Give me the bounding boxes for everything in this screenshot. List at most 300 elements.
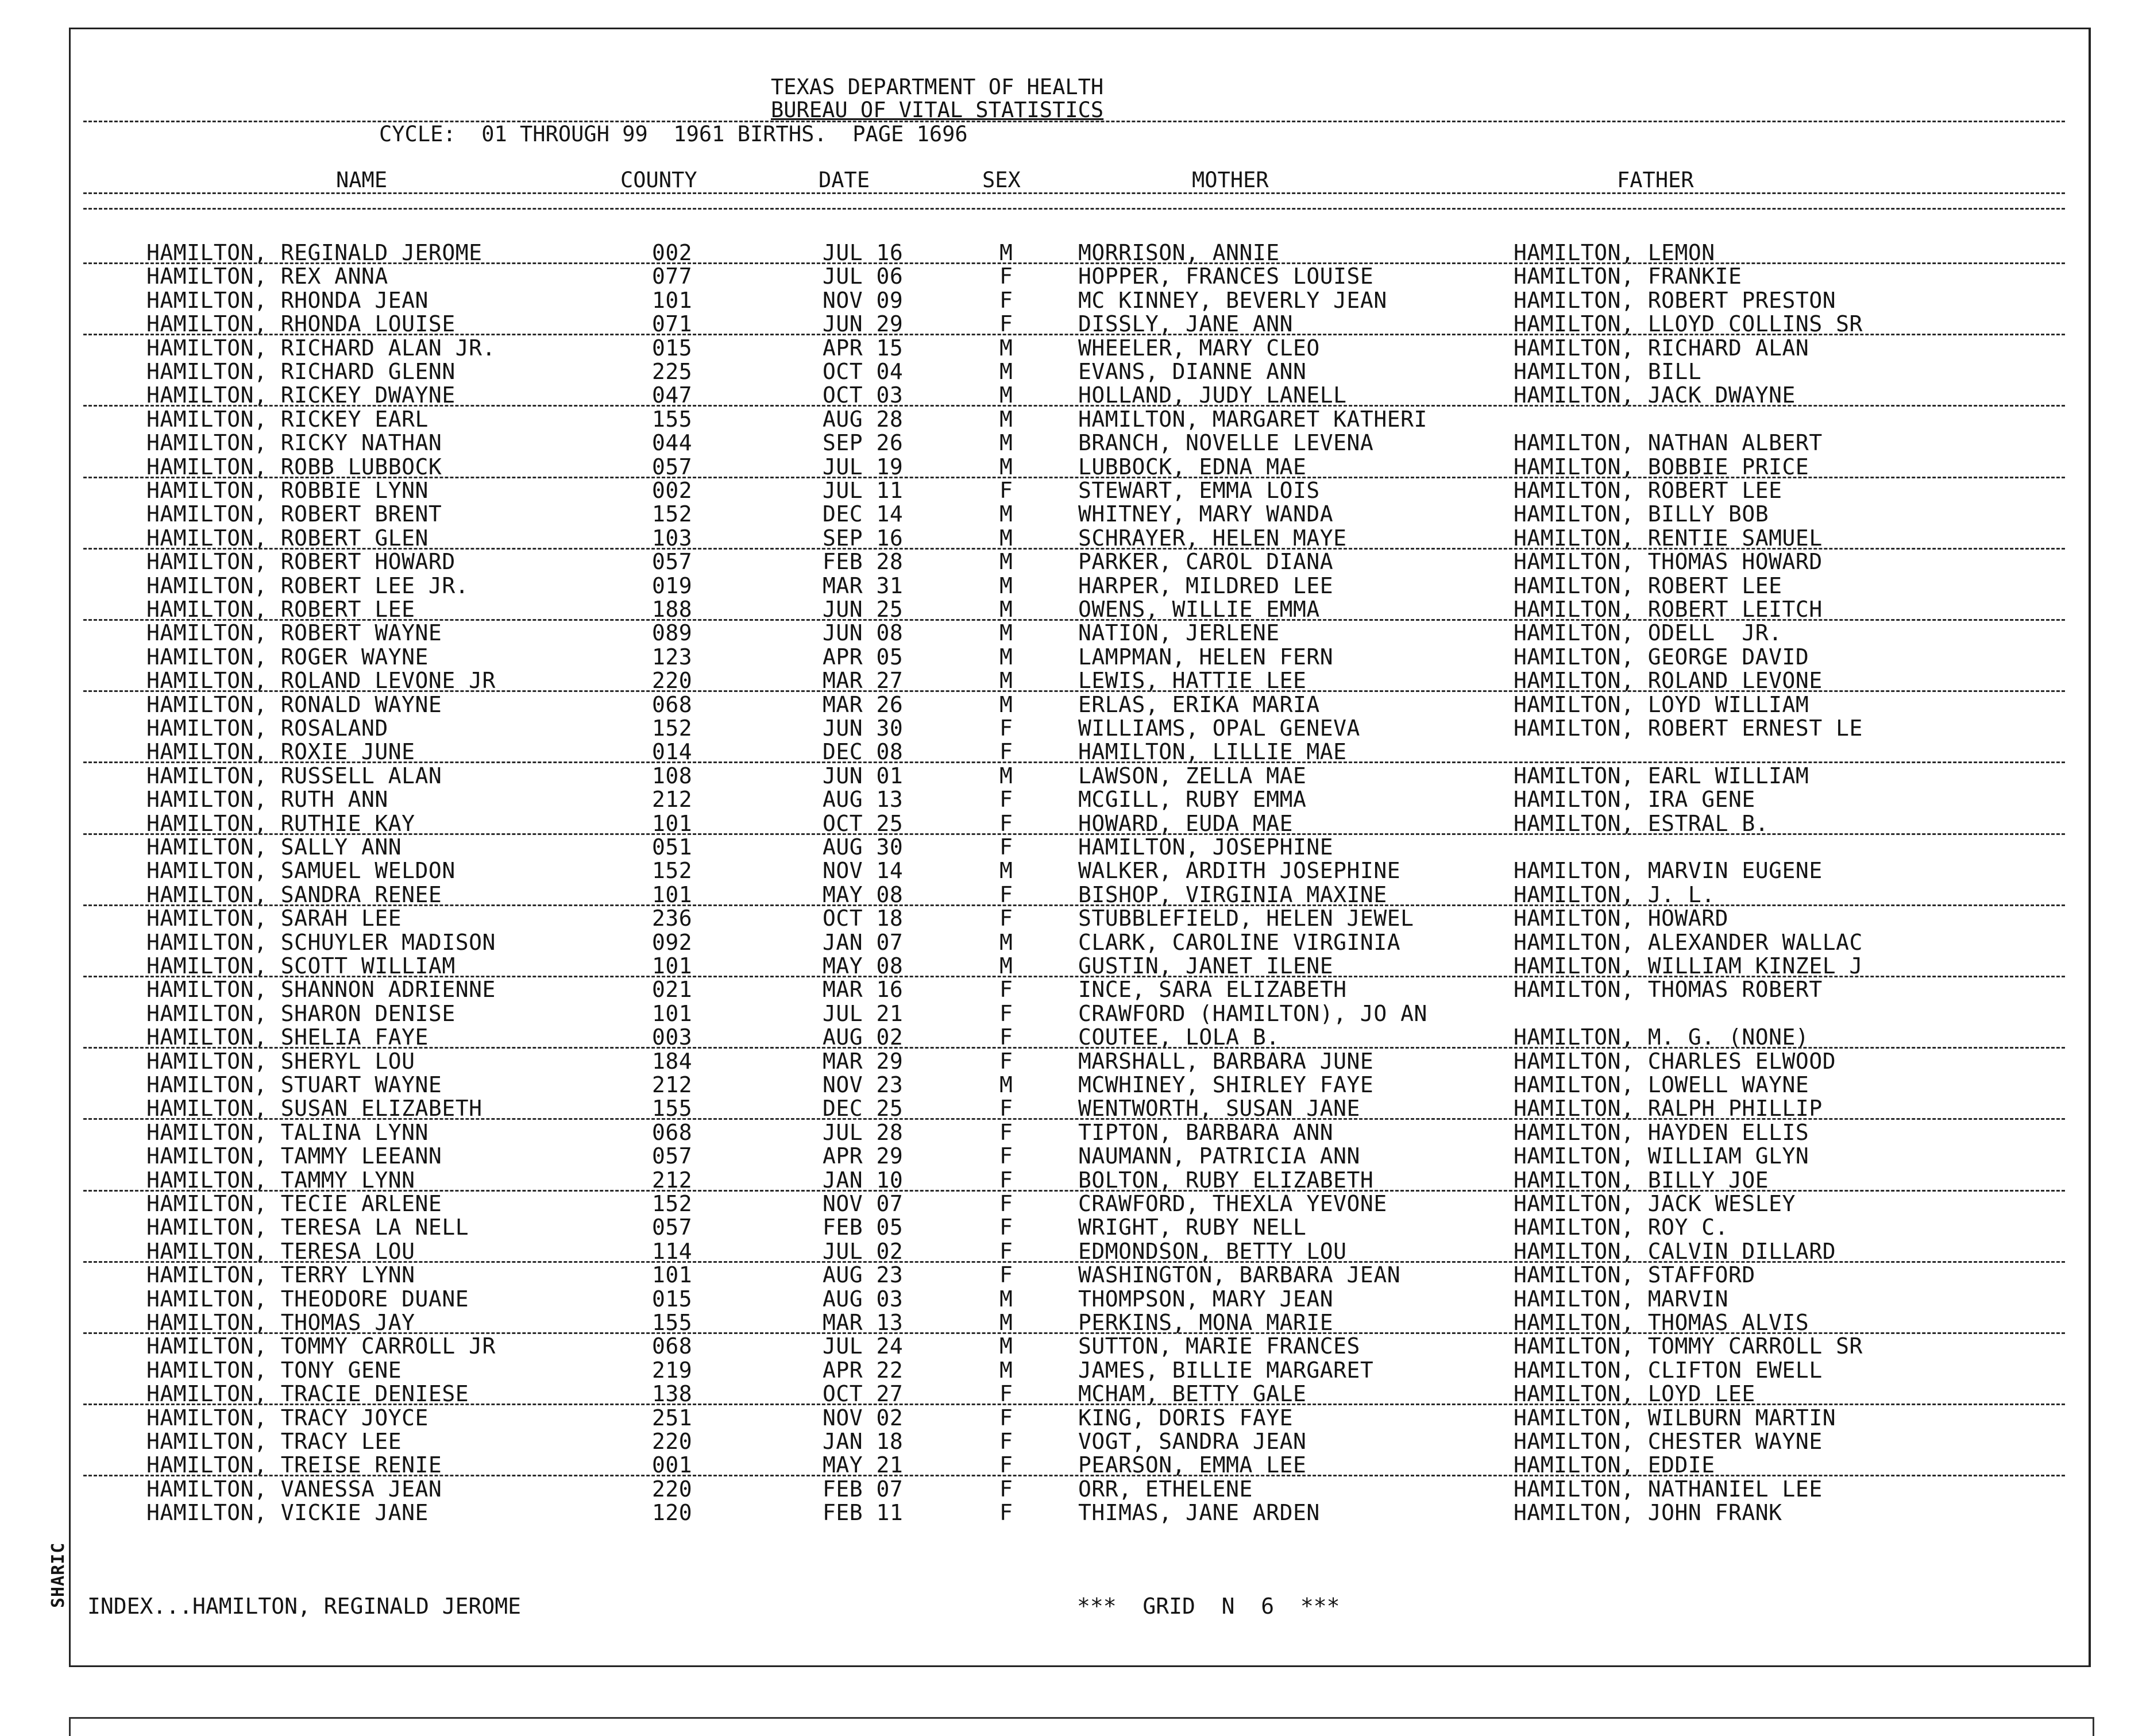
cell-county: 155 — [652, 406, 693, 432]
cell-name: HAMILTON, TRACY JOYCE — [146, 1405, 429, 1430]
cell-mother: HOWARD, EUDA MAE — [1078, 810, 1294, 836]
cell-date: MAR 26 — [823, 691, 904, 717]
table-row — [0, 527, 2010, 550]
cell-father: HAMILTON, WILLIAM GLYN — [1514, 1143, 1809, 1169]
cell-sex: F — [999, 264, 1013, 289]
cell-mother: SCHRAYER, HELEN MAYE — [1078, 525, 1347, 551]
cell-county: 101 — [652, 1000, 693, 1026]
cell-county: 071 — [652, 311, 693, 337]
cell-date: AUG 02 — [823, 1024, 904, 1050]
cell-county: 051 — [652, 834, 693, 860]
cell-sex: M — [999, 691, 1013, 717]
table-row — [0, 978, 2010, 1002]
table-row — [0, 1263, 2010, 1287]
cell-date: JUN 29 — [823, 311, 904, 337]
cell-mother: ERLAS, ERIKA MARIA — [1078, 691, 1320, 717]
cell-sex: F — [999, 311, 1013, 337]
cell-name: HAMILTON, ROBERT LEE JR. — [146, 573, 469, 598]
table-row — [0, 645, 2010, 669]
cell-name: HAMILTON, RONALD WAYNE — [146, 691, 442, 717]
cell-name: HAMILTON, SUSAN ELIZABETH — [146, 1096, 483, 1122]
cell-county: 101 — [652, 287, 693, 313]
cell-mother: HAMILTON, MARGARET KATHERI — [1078, 406, 1427, 432]
cell-county: 152 — [652, 501, 693, 527]
cell-mother: THIMAS, JANE ARDEN — [1078, 1500, 1320, 1526]
cell-date: MAY 08 — [823, 953, 904, 979]
cell-father: HAMILTON, ROBERT LEE — [1514, 573, 1782, 598]
cell-date: MAR 16 — [823, 977, 904, 1003]
cell-sex: M — [999, 668, 1013, 694]
table-row — [0, 455, 2010, 479]
cell-father: HAMILTON, ROLAND LEVONE — [1514, 668, 1823, 694]
cell-sex: F — [999, 1500, 1013, 1526]
cell-name: HAMILTON, TECIE ARLENE — [146, 1191, 442, 1216]
cell-father: HAMILTON, FRANKIE — [1514, 264, 1742, 289]
cell-sex: F — [999, 1262, 1013, 1288]
cell-county: 101 — [652, 810, 693, 836]
cell-father: HAMILTON, BILL — [1514, 359, 1702, 384]
table-row — [0, 1335, 2010, 1358]
cell-sex: F — [999, 1000, 1013, 1026]
cell-mother: PARKER, CAROL DIANA — [1078, 549, 1334, 575]
cell-sex: F — [999, 1119, 1013, 1145]
column-header-mother: MOTHER — [1192, 168, 1269, 192]
cell-mother: MARSHALL, BARBARA JUNE — [1078, 1048, 1374, 1074]
table-row — [0, 337, 2010, 360]
cell-name: HAMILTON, VANESSA JEAN — [146, 1476, 442, 1502]
cell-mother: CLARK, CAROLINE VIRGINIA — [1078, 929, 1401, 955]
table-top-divider — [83, 208, 2065, 210]
cell-sex: M — [999, 929, 1013, 955]
cell-mother: HAMILTON, JOSEPHINE — [1078, 834, 1334, 860]
table-row — [0, 883, 2010, 907]
cell-father: HAMILTON, LOYD WILLIAM — [1514, 691, 1809, 717]
cell-father: HAMILTON, NATHANIEL LEE — [1514, 1476, 1823, 1502]
cell-county: 108 — [652, 763, 693, 788]
table-row — [0, 360, 2010, 384]
table-row — [0, 1192, 2010, 1216]
department-title: TEXAS DEPARTMENT OF HEALTH — [771, 75, 1104, 99]
table-row — [0, 669, 2010, 693]
cell-father: HAMILTON, BOBBIE PRICE — [1514, 454, 1809, 480]
cell-father: HAMILTON, THOMAS ALVIS — [1514, 1310, 1809, 1335]
cell-mother: MCWHINEY, SHIRLEY FAYE — [1078, 1072, 1374, 1097]
cell-date: JUN 08 — [823, 620, 904, 646]
cell-name: HAMILTON, THOMAS JAY — [146, 1310, 415, 1335]
table-row — [0, 1073, 2010, 1097]
table-row — [0, 1382, 2010, 1406]
cell-sex: M — [999, 597, 1013, 622]
cell-date: JUL 21 — [823, 1000, 904, 1026]
table-row — [0, 1026, 2010, 1049]
cell-mother: CRAWFORD (HAMILTON), JO AN — [1078, 1000, 1427, 1026]
cell-date: MAR 29 — [823, 1048, 904, 1074]
cell-name: HAMILTON, SARAH LEE — [146, 906, 402, 931]
cell-mother: SUTTON, MARIE FRANCES — [1078, 1333, 1360, 1359]
table-row — [0, 954, 2010, 978]
cell-name: HAMILTON, TRACY LEE — [146, 1429, 402, 1454]
cell-county: 068 — [652, 691, 693, 717]
cell-father: HAMILTON, ALEXANDER WALLAC — [1514, 929, 1863, 955]
cell-sex: F — [999, 787, 1013, 813]
cell-father: HAMILTON, EARL WILLIAM — [1514, 763, 1809, 788]
cell-mother: STUBBLEFIELD, HELEN JEWEL — [1078, 906, 1414, 931]
cell-date: MAR 31 — [823, 573, 904, 598]
cell-sex: F — [999, 1452, 1013, 1478]
cell-name: HAMILTON, SHANNON ADRIENNE — [146, 977, 496, 1003]
table-row — [0, 931, 2010, 954]
cell-county: 152 — [652, 858, 693, 884]
cell-father: HAMILTON, CLIFTON EWELL — [1514, 1357, 1823, 1383]
cell-father: HAMILTON, HAYDEN ELLIS — [1514, 1119, 1809, 1145]
column-header-date: DATE — [819, 168, 870, 192]
cell-sex: F — [999, 1429, 1013, 1454]
cell-mother: INCE, SARA ELIZABETH — [1078, 977, 1347, 1003]
cell-county: 220 — [652, 1429, 693, 1454]
column-header-name: NAME — [336, 168, 388, 192]
cell-date: JUL 06 — [823, 264, 904, 289]
cell-father: HAMILTON, JACK DWAYNE — [1514, 382, 1796, 408]
cell-name: HAMILTON, TALINA LYNN — [146, 1119, 429, 1145]
cell-county: 155 — [652, 1310, 693, 1335]
table-row — [0, 836, 2010, 859]
cell-date: APR 29 — [823, 1143, 904, 1169]
cell-sex: F — [999, 810, 1013, 836]
table-row — [0, 621, 2010, 645]
cell-name: HAMILTON, VICKIE JANE — [146, 1500, 429, 1526]
cell-county: 068 — [652, 1333, 693, 1359]
cell-county: 015 — [652, 1286, 693, 1312]
cell-county: 212 — [652, 787, 693, 813]
cell-father: HAMILTON, NATHAN ALBERT — [1514, 430, 1823, 456]
cell-name: HAMILTON, ROBB LUBBOCK — [146, 454, 442, 480]
table-row — [0, 289, 2010, 312]
cell-county: 219 — [652, 1357, 693, 1383]
cell-mother: OWENS, WILLIE EMMA — [1078, 597, 1320, 622]
cell-father: HAMILTON, THOMAS ROBERT — [1514, 977, 1823, 1003]
cell-county: 152 — [652, 1191, 693, 1216]
cell-sex: M — [999, 359, 1013, 384]
cell-name: HAMILTON, RICKEY EARL — [146, 406, 429, 432]
cell-father: HAMILTON, TOMMY CARROLL SR — [1514, 1333, 1863, 1359]
cell-name: HAMILTON, TRACIE DENIESE — [146, 1381, 469, 1407]
cell-name: HAMILTON, SALLY ANN — [146, 834, 402, 860]
cell-father: HAMILTON, RALPH PHILLIP — [1514, 1096, 1823, 1122]
cell-father: HAMILTON, MARVIN EUGENE — [1514, 858, 1823, 884]
cell-mother: WRIGHT, RUBY NELL — [1078, 1215, 1307, 1240]
cell-county: 114 — [652, 1238, 693, 1264]
cell-date: FEB 07 — [823, 1476, 904, 1502]
cell-county: 002 — [652, 478, 693, 503]
cell-mother: CRAWFORD, THEXLA YEVONE — [1078, 1191, 1387, 1216]
cell-father: HAMILTON, M. G. (NONE) — [1514, 1024, 1809, 1050]
table-row — [0, 598, 2010, 621]
cell-name: HAMILTON, ROBERT BRENT — [146, 501, 442, 527]
cell-date: APR 05 — [823, 644, 904, 670]
cell-mother: COUTEE, LOLA B. — [1078, 1024, 1280, 1050]
cell-name: HAMILTON, ROSALAND — [146, 716, 388, 741]
cell-father: HAMILTON, JACK WESLEY — [1514, 1191, 1796, 1216]
cell-mother: GUSTIN, JANET ILENE — [1078, 953, 1334, 979]
cell-sex: F — [999, 1167, 1013, 1193]
cell-name: HAMILTON, ROLAND LEVONE JR — [146, 668, 496, 694]
table-row — [0, 764, 2010, 788]
cell-date: AUG 13 — [823, 787, 904, 813]
cell-mother: NATION, JERLENE — [1078, 620, 1280, 646]
column-header-county: COUNTY — [620, 168, 697, 192]
cell-date: AUG 23 — [823, 1262, 904, 1288]
cell-county: 057 — [652, 1143, 693, 1169]
cell-date: OCT 18 — [823, 906, 904, 931]
cell-name: HAMILTON, REGINALD JEROME — [146, 240, 483, 265]
cell-sex: M — [999, 1072, 1013, 1097]
cell-county: 101 — [652, 953, 693, 979]
column-header-father: FATHER — [1617, 168, 1694, 192]
cell-father: HAMILTON, THOMAS HOWARD — [1514, 549, 1823, 575]
cell-name: HAMILTON, TREISE RENIE — [146, 1452, 442, 1478]
table-row — [0, 550, 2010, 574]
cell-mother: JAMES, BILLIE MARGARET — [1078, 1357, 1374, 1383]
cell-sex: M — [999, 573, 1013, 598]
cell-father: HAMILTON, EDDIE — [1514, 1452, 1715, 1478]
cell-name: HAMILTON, ROBBIE LYNN — [146, 478, 429, 503]
table-row — [0, 241, 2010, 265]
cell-father: HAMILTON, ROBERT LEITCH — [1514, 597, 1823, 622]
cell-mother: TIPTON, BARBARA ANN — [1078, 1119, 1334, 1145]
table-row — [0, 312, 2010, 336]
cell-mother: WENTWORTH, SUSAN JANE — [1078, 1096, 1360, 1122]
cell-county: 152 — [652, 716, 693, 741]
cell-father: HAMILTON, CHARLES ELWOOD — [1514, 1048, 1836, 1074]
table-row — [0, 1287, 2010, 1311]
cell-mother: THOMPSON, MARY JEAN — [1078, 1286, 1334, 1312]
cell-sex: F — [999, 478, 1013, 503]
cell-mother: BOLTON, RUBY ELIZABETH — [1078, 1167, 1374, 1193]
next-page-edge — [69, 1717, 2094, 1736]
column-header-sex: SEX — [982, 168, 1021, 192]
cell-sex: M — [999, 501, 1013, 527]
cell-name: HAMILTON, ROBERT WAYNE — [146, 620, 442, 646]
cell-date: DEC 25 — [823, 1096, 904, 1122]
cell-date: SEP 26 — [823, 430, 904, 456]
table-row — [0, 479, 2010, 502]
cell-county: 212 — [652, 1072, 693, 1097]
cell-mother: BISHOP, VIRGINIA MAXINE — [1078, 881, 1387, 907]
cell-mother: MORRISON, ANNIE — [1078, 240, 1280, 265]
cell-date: NOV 02 — [823, 1405, 904, 1430]
cell-mother: EVANS, DIANNE ANN — [1078, 359, 1307, 384]
cell-name: HAMILTON, RICKEY DWAYNE — [146, 382, 456, 408]
cell-date: FEB 28 — [823, 549, 904, 575]
cell-county: 001 — [652, 1452, 693, 1478]
cell-date: FEB 11 — [823, 1500, 904, 1526]
cell-date: OCT 27 — [823, 1381, 904, 1407]
cell-father: HAMILTON, J. L. — [1514, 881, 1715, 907]
cell-sex: M — [999, 382, 1013, 408]
cell-name: HAMILTON, RHONDA LOUISE — [146, 311, 456, 337]
cell-name: HAMILTON, RUTH ANN — [146, 787, 388, 813]
cell-county: 212 — [652, 1167, 693, 1193]
cell-county: 057 — [652, 549, 693, 575]
cell-mother: WILLIAMS, OPAL GENEVA — [1078, 716, 1360, 741]
cell-father: HAMILTON, LEMON — [1514, 240, 1715, 265]
cell-sex: M — [999, 406, 1013, 432]
cell-name: HAMILTON, TERESA LA NELL — [146, 1215, 469, 1240]
cell-sex: F — [999, 1096, 1013, 1122]
cell-county: 120 — [652, 1500, 693, 1526]
cell-date: AUG 28 — [823, 406, 904, 432]
cell-sex: F — [999, 1476, 1013, 1502]
table-row — [0, 1216, 2010, 1239]
cell-name: HAMILTON, TAMMY LEEANN — [146, 1143, 442, 1169]
table-row — [0, 693, 2010, 717]
cell-county: 123 — [652, 644, 693, 670]
cell-name: HAMILTON, SHELIA FAYE — [146, 1024, 429, 1050]
cell-name: HAMILTON, THEODORE DUANE — [146, 1286, 469, 1312]
cell-date: MAR 13 — [823, 1310, 904, 1335]
cell-county: 236 — [652, 906, 693, 931]
cell-sex: F — [999, 1191, 1013, 1216]
cell-date: AUG 30 — [823, 834, 904, 860]
cell-sex: M — [999, 1357, 1013, 1383]
cell-county: 225 — [652, 359, 693, 384]
cell-date: JUL 19 — [823, 454, 904, 480]
cell-date: JUN 30 — [823, 716, 904, 741]
cell-name: HAMILTON, ROGER WAYNE — [146, 644, 429, 670]
cell-mother: ORR, ETHELENE — [1078, 1476, 1253, 1502]
cell-county: 057 — [652, 1215, 693, 1240]
cell-date: JUL 02 — [823, 1238, 904, 1264]
cell-father: HAMILTON, CALVIN DILLARD — [1514, 1238, 1836, 1264]
cell-sex: M — [999, 454, 1013, 480]
cell-mother: STEWART, EMMA LOIS — [1078, 478, 1320, 503]
cell-county: 188 — [652, 597, 693, 622]
cell-father: HAMILTON, JOHN FRANK — [1514, 1500, 1782, 1526]
cell-sex: M — [999, 1286, 1013, 1312]
table-row — [0, 1453, 2010, 1477]
table-row — [0, 1311, 2010, 1335]
cell-mother: MCHAM, BETTY GALE — [1078, 1381, 1307, 1407]
cell-date: AUG 03 — [823, 1286, 904, 1312]
cell-father: HAMILTON, STAFFORD — [1514, 1262, 1755, 1288]
cell-date: DEC 14 — [823, 501, 904, 527]
cell-date: NOV 09 — [823, 287, 904, 313]
cell-date: SEP 16 — [823, 525, 904, 551]
cell-county: 251 — [652, 1405, 693, 1430]
cell-mother: WHEELER, MARY CLEO — [1078, 335, 1320, 361]
cell-county: 068 — [652, 1119, 693, 1145]
table-row — [0, 384, 2010, 407]
cell-county: 014 — [652, 739, 693, 765]
cell-sex: F — [999, 1238, 1013, 1264]
table-row — [0, 1002, 2010, 1026]
cell-mother: LAWSON, ZELLA MAE — [1078, 763, 1307, 788]
cell-county: 047 — [652, 382, 693, 408]
table-row — [0, 1359, 2010, 1382]
cell-name: HAMILTON, REX ANNA — [146, 264, 388, 289]
cell-name: HAMILTON, SAMUEL WELDON — [146, 858, 456, 884]
table-row — [0, 431, 2010, 455]
table-row — [0, 265, 2010, 288]
index-footer: INDEX...HAMILTON, REGINALD JEROME — [87, 1594, 521, 1619]
cell-father: HAMILTON, ROY C. — [1514, 1215, 1729, 1240]
cell-mother: PEARSON, EMMA LEE — [1078, 1452, 1307, 1478]
cell-date: NOV 14 — [823, 858, 904, 884]
cell-county: 220 — [652, 1476, 693, 1502]
cell-sex: F — [999, 1024, 1013, 1050]
cell-name: HAMILTON, TONY GENE — [146, 1357, 402, 1383]
table-row — [0, 859, 2010, 883]
cell-sex: M — [999, 763, 1013, 788]
cell-name: HAMILTON, SHARON DENISE — [146, 1000, 456, 1026]
cell-mother: LAMPMAN, HELEN FERN — [1078, 644, 1334, 670]
table-row — [0, 502, 2010, 526]
cell-name: HAMILTON, RICHARD GLENN — [146, 359, 456, 384]
cell-father: HAMILTON, LLOYD COLLINS SR — [1514, 311, 1863, 337]
cell-mother: HAMILTON, LILLIE MAE — [1078, 739, 1347, 765]
cell-father: HAMILTON, RICHARD ALAN — [1514, 335, 1809, 361]
table-row — [0, 1501, 2010, 1525]
cell-date: APR 22 — [823, 1357, 904, 1383]
cell-county: 003 — [652, 1024, 693, 1050]
cell-name: HAMILTON, ROBERT GLEN — [146, 525, 429, 551]
table-row — [0, 1406, 2010, 1430]
cell-county: 044 — [652, 430, 693, 456]
cell-name: HAMILTON, RHONDA JEAN — [146, 287, 429, 313]
cell-name: HAMILTON, SCHUYLER MADISON — [146, 929, 496, 955]
table-row — [0, 1121, 2010, 1145]
cell-county: 103 — [652, 525, 693, 551]
table-row — [0, 1169, 2010, 1192]
cell-father: HAMILTON, BILLY BOB — [1514, 501, 1769, 527]
cell-father: HAMILTON, ODELL JR. — [1514, 620, 1782, 646]
cell-mother: WALKER, ARDITH JOSEPHINE — [1078, 858, 1401, 884]
table-row — [0, 907, 2010, 930]
cell-name: HAMILTON, RUSSELL ALAN — [146, 763, 442, 788]
cell-county: 092 — [652, 929, 693, 955]
cell-sex: M — [999, 430, 1013, 456]
cell-name: HAMILTON, TERESA LOU — [146, 1238, 415, 1264]
cell-date: MAY 21 — [823, 1452, 904, 1478]
table-row — [0, 788, 2010, 811]
table-row — [0, 717, 2010, 740]
cell-mother: HARPER, MILDRED LEE — [1078, 573, 1334, 598]
table-row — [0, 574, 2010, 598]
cell-sex: M — [999, 644, 1013, 670]
cell-sex: F — [999, 906, 1013, 931]
cell-sex: F — [999, 287, 1013, 313]
cell-sex: M — [999, 1333, 1013, 1359]
cell-date: JUL 24 — [823, 1333, 904, 1359]
cell-mother: NAUMANN, PATRICIA ANN — [1078, 1143, 1360, 1169]
cell-county: 002 — [652, 240, 693, 265]
cell-date: JUL 11 — [823, 478, 904, 503]
cell-sex: M — [999, 858, 1013, 884]
cell-date: JUL 16 — [823, 240, 904, 265]
cell-father: HAMILTON, WILLIAM KINZEL J — [1514, 953, 1863, 979]
cell-name: HAMILTON, TAMMY LYNN — [146, 1167, 415, 1193]
cell-sex: M — [999, 240, 1013, 265]
cell-county: 155 — [652, 1096, 693, 1122]
cell-mother: BRANCH, NOVELLE LEVENA — [1078, 430, 1374, 456]
column-header-divider — [83, 192, 2065, 194]
cell-county: 015 — [652, 335, 693, 361]
cell-sex: F — [999, 1405, 1013, 1430]
table-row — [0, 1478, 2010, 1501]
cell-county: 220 — [652, 668, 693, 694]
cell-sex: M — [999, 620, 1013, 646]
cell-name: HAMILTON, ROXIE JUNE — [146, 739, 415, 765]
